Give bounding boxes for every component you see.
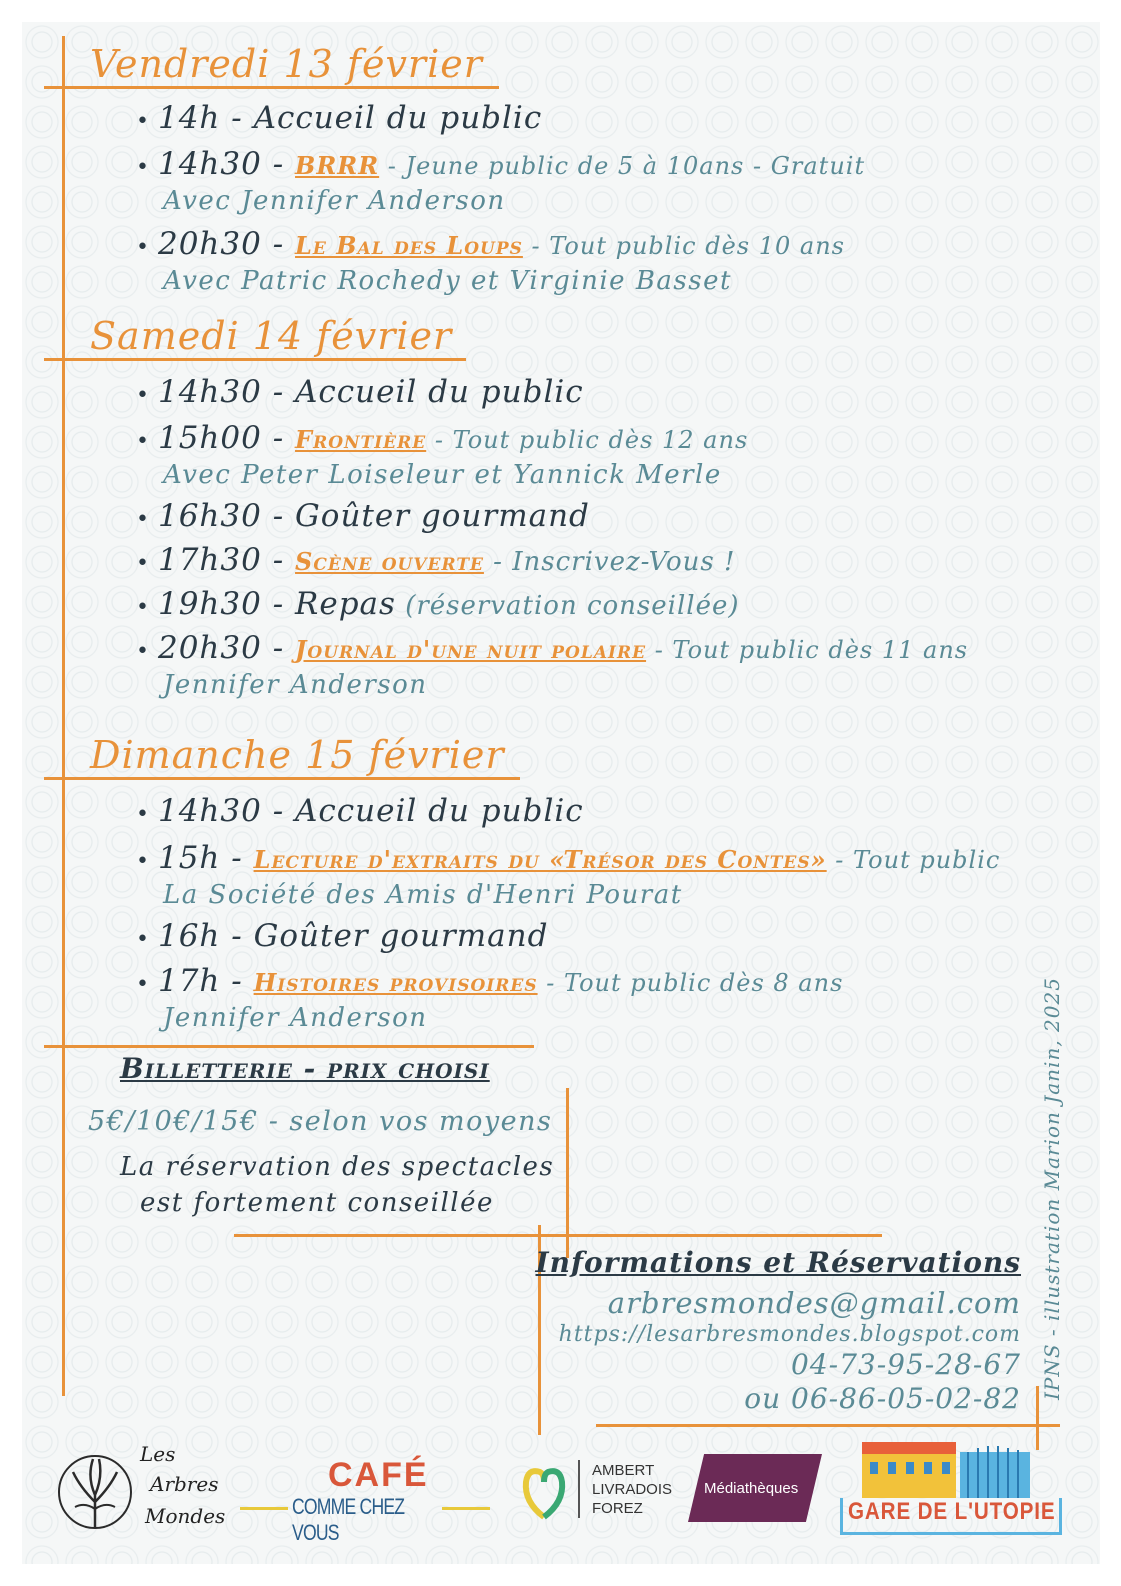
performer-line: La Société des Amis d'Henri Pourat xyxy=(163,880,683,910)
email-link[interactable]: arbresmondes@gmail.com xyxy=(607,1286,1021,1320)
day-title-saturday: Samedi 14 février xyxy=(90,314,453,358)
day-title-friday: Vendredi 13 février xyxy=(90,42,483,86)
credit-vertical: IPNS - illustration Marion Janin, 2025 xyxy=(1040,977,1064,1400)
cafe-subtitle: COMME CHEZ VOUS xyxy=(292,1494,405,1545)
performer-line: Jennifer Anderson xyxy=(163,1003,428,1033)
list-item: • 14h30 - Accueil du public xyxy=(136,374,584,410)
info-top-line xyxy=(234,1234,882,1237)
gare-utopie-logo xyxy=(838,1440,1060,1536)
day-underline-1 xyxy=(44,86,499,89)
info-bottom-line xyxy=(596,1424,1060,1427)
mediatheques-label: Médiathèques xyxy=(704,1480,799,1497)
day-title-sunday: Dimanche 15 février xyxy=(90,733,505,777)
cafe-line-left xyxy=(240,1507,288,1510)
phone-2[interactable]: ou 06-86-05-02-82 xyxy=(744,1382,1021,1415)
ambert-text: LIVRADOIS xyxy=(592,1481,673,1498)
ambert-logo xyxy=(520,1452,830,1532)
billetterie-divider xyxy=(44,1045,534,1048)
performer-line: Jennifer Anderson xyxy=(163,670,428,700)
ambert-text: AMBERT xyxy=(592,1462,655,1479)
tree-icon xyxy=(55,1447,135,1537)
list-item: • 20h30 - Journal d'une nuit polaire - Tout public dès 11 ans xyxy=(136,630,969,666)
day-underline-2 xyxy=(44,358,466,361)
logo-text: Les xyxy=(140,1442,176,1466)
frame-line-left xyxy=(62,36,65,1396)
cafe-title: CAFÉ xyxy=(328,1456,429,1494)
cafe-logo xyxy=(240,1456,490,1545)
list-item: • 16h30 - Goûter gourmand xyxy=(136,498,590,534)
list-item: • 17h - Histoires provisoires - Tout public dès 8 ans xyxy=(136,963,844,999)
billetterie-line1: La réservation des spectacles xyxy=(120,1152,555,1182)
list-item: • 16h - Goûter gourmand xyxy=(136,918,549,954)
logo-text: Mondes xyxy=(145,1504,226,1528)
list-item: • 17h30 - Scène ouverte - Inscrivez-Vous ! xyxy=(136,542,736,578)
ambert-separator xyxy=(578,1460,580,1518)
gare-label: GARE DE L'UTOPIE xyxy=(848,1498,1056,1525)
list-item: • 15h - Lecture d'extraits du «Trésor des Contes» - Tout public xyxy=(136,840,1001,876)
performer-line: Avec Jennifer Anderson xyxy=(163,186,506,216)
billetterie-line2: est fortement conseillée xyxy=(140,1188,494,1218)
list-item: • 14h30 - BRRR - Jeune public de 5 à 10ans - Gratuit xyxy=(136,146,866,182)
billetterie-prices: 5€/10€/15€ - selon vos moyens xyxy=(88,1106,553,1137)
info-title: Informations et Réservations xyxy=(535,1246,1021,1279)
list-item: • 15h00 - Frontière - Tout public dès 12 ans xyxy=(136,420,749,456)
list-item: • 14h30 - Accueil du public xyxy=(136,793,584,829)
billetterie-title: Billetterie - prix choisi xyxy=(120,1052,490,1085)
logo-text: Arbres xyxy=(150,1472,219,1496)
ambert-text: FOREZ xyxy=(592,1500,643,1517)
heart-leaf-icon xyxy=(520,1462,568,1522)
arbres-mondes-logo xyxy=(55,1442,235,1542)
performer-line: Avec Patric Rochedy et Virginie Basset xyxy=(163,266,732,296)
list-item: • 19h30 - Repas (réservation conseillée) xyxy=(136,586,740,622)
billetterie-vline xyxy=(566,1088,569,1258)
station-building-icon xyxy=(838,1440,1060,1500)
list-item: • 14h - Accueil du public xyxy=(136,100,543,136)
day-underline-3 xyxy=(44,777,520,780)
performer-line: Avec Peter Loiseleur et Yannick Merle xyxy=(163,460,722,490)
phone-1[interactable]: 04-73-95-28-67 xyxy=(791,1348,1021,1381)
list-item: • 20h30 - Le Bal des Loups - Tout public dès 10 ans xyxy=(136,226,845,262)
website-link[interactable]: https://lesarbresmondes.blogspot.com xyxy=(558,1322,1021,1347)
